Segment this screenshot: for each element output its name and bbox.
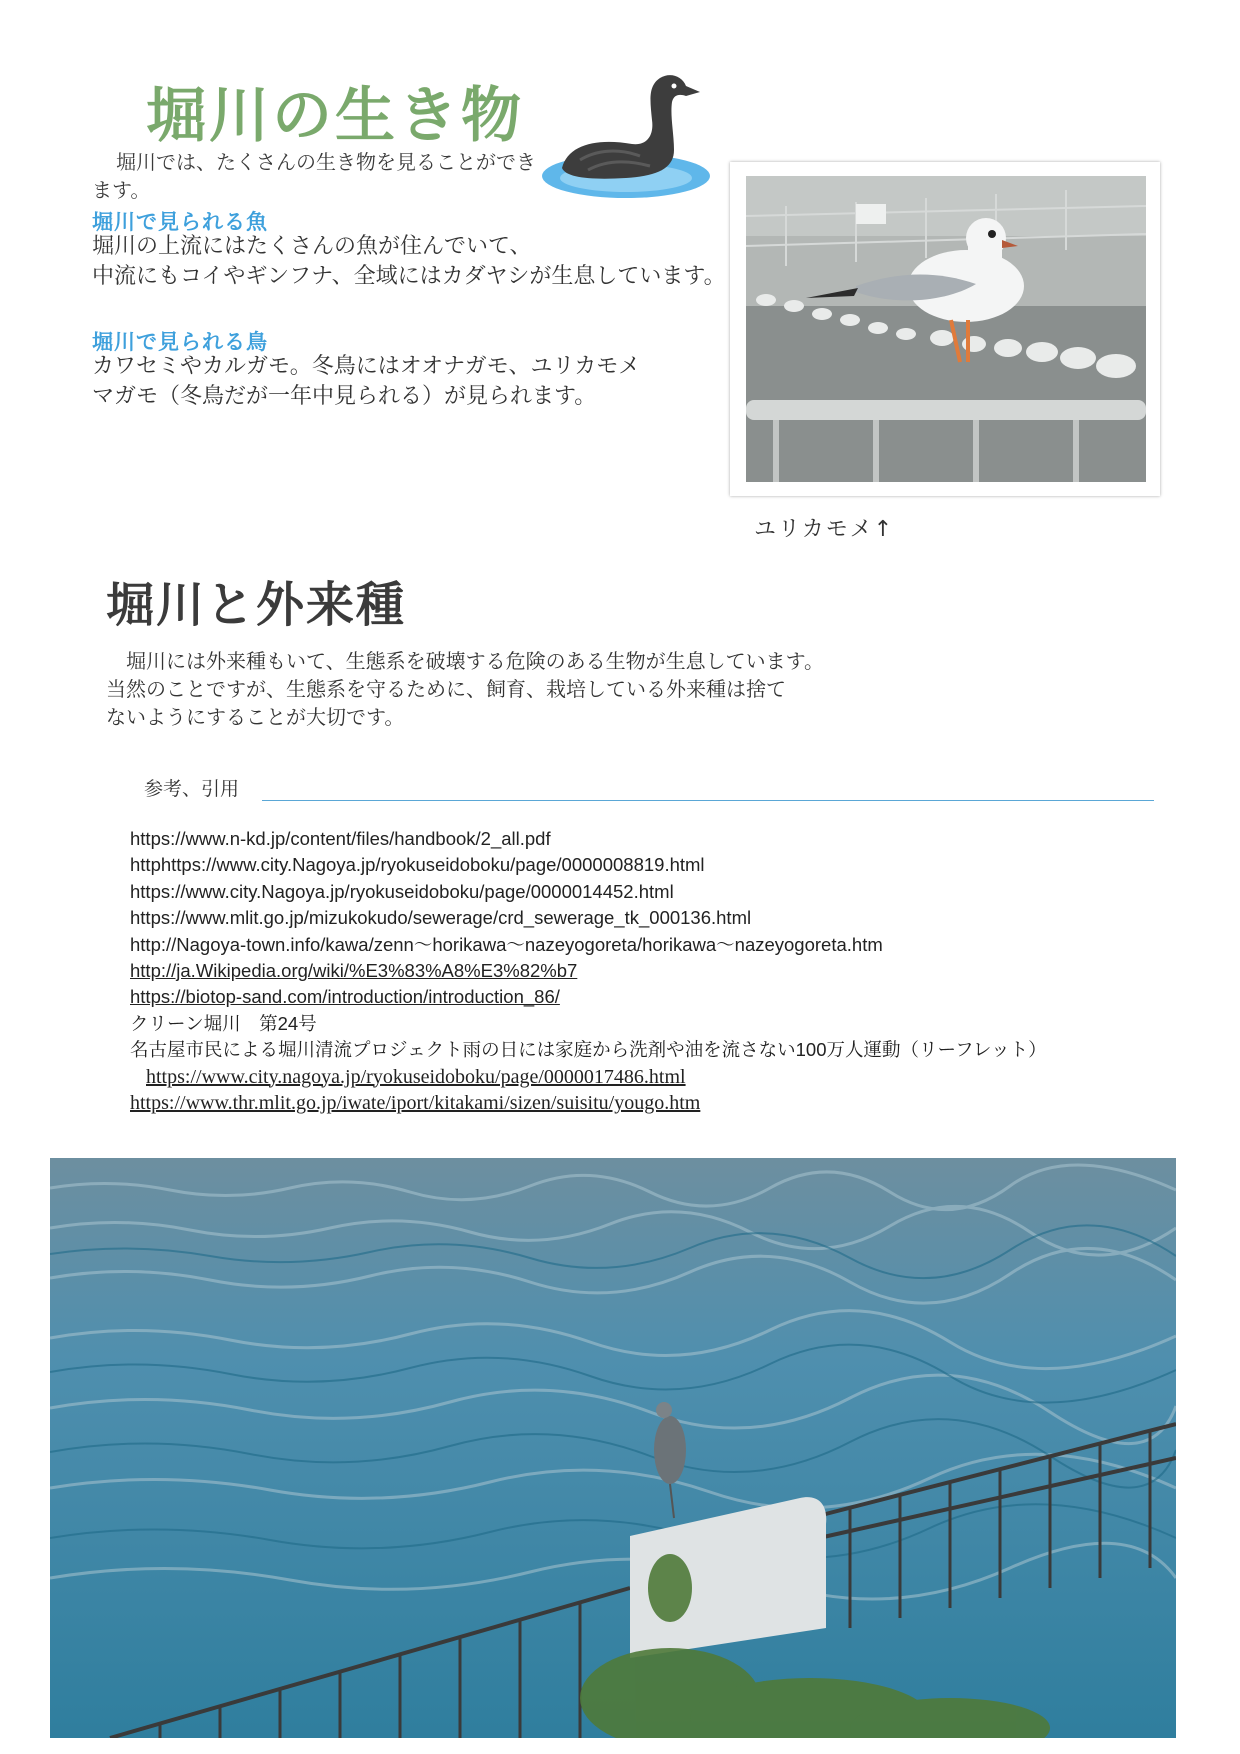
- alien-species-text: [106, 647, 1046, 731]
- reference-item: http://Nagoya-town.info/kawa/zenn～horikawa～nazeyogoreta/horikawa～nazeyogoreta.htm: [130, 933, 883, 955]
- reference-item: https://www.city.Nagoya.jp/ryokuseidoboku/page/0000014452.html: [130, 880, 674, 902]
- reference-item: httphttps://www.city.Nagoya.jp/ryokuseidoboku/page/0000008819.html: [130, 854, 705, 876]
- section-title-alien-species: 堀川と外来種: [106, 577, 407, 633]
- references-label: 参考、引用: [144, 778, 240, 800]
- bird-line: カワセミやカルガモ。冬鳥にはオオナガモ、ユリカモメ: [92, 354, 641, 379]
- reference-link[interactable]: http://ja.Wikipedia.org/wiki/%E3%83%A8%E3%82%b7: [130, 960, 578, 982]
- reference-item: https://www.mlit.go.jp/mizukokudo/sewerage/crd_sewerage_tk_000136.html: [130, 907, 752, 929]
- reference-link[interactable]: https://www.city.nagoya.jp/ryokuseidoboku/page/0000017486.html: [146, 1065, 686, 1088]
- gull-photo-frame: [730, 162, 1160, 496]
- fish-heading: 堀川で見られる魚: [92, 210, 268, 234]
- black-swan-illustration: [540, 64, 712, 202]
- references-divider: [262, 800, 1154, 801]
- alien-line: ないようにすることが大切です。: [106, 705, 405, 729]
- reference-item: クリーン堀川 第24号: [130, 1012, 317, 1034]
- bird-description: [92, 352, 732, 412]
- fish-line: 堀川の上流にはたくさんの魚が住んでいて、: [92, 234, 532, 259]
- reference-link[interactable]: https://biotop-sand.com/introduction/introduction_86/: [130, 986, 560, 1008]
- fish-line: 中流にもコイやギンフナ、全域にはカダヤシが生息しています。: [92, 264, 726, 289]
- reference-item: https://www.n-kd.jp/content/files/handbook/2_all.pdf: [130, 828, 551, 849]
- photo-caption: ユリカモメ↑: [754, 517, 895, 542]
- bird-line: マガモ（冬鳥だが一年中見られる）が見られます。: [92, 384, 597, 409]
- reference-list: [130, 826, 1140, 1116]
- fish-description: [92, 232, 732, 292]
- intro-text: 堀川では、たくさんの生き物を見ることができます。: [92, 150, 536, 202]
- river-heron-photo: [50, 1158, 1176, 1738]
- alien-line: 堀川には外来種もいて、生態系を破壊する危険のある生物が生息しています。: [106, 649, 824, 673]
- alien-line: 当然のことですが、生態系を守るために、飼育、栽培している外来種は捨て: [106, 677, 786, 701]
- page-title: 堀川の生き物: [146, 81, 524, 151]
- black-headed-gull-photo: [746, 176, 1146, 482]
- bird-heading: 堀川で見られる鳥: [92, 330, 268, 354]
- reference-item: 名古屋市民による堀川清流プロジェクト雨の日には家庭から洗剤や油を流さない100万人運動（リーフレット）: [130, 1039, 1047, 1061]
- reference-link[interactable]: https://www.thr.mlit.go.jp/iwate/iport/kitakami/sizen/suisitu/yougo.htm: [130, 1092, 701, 1115]
